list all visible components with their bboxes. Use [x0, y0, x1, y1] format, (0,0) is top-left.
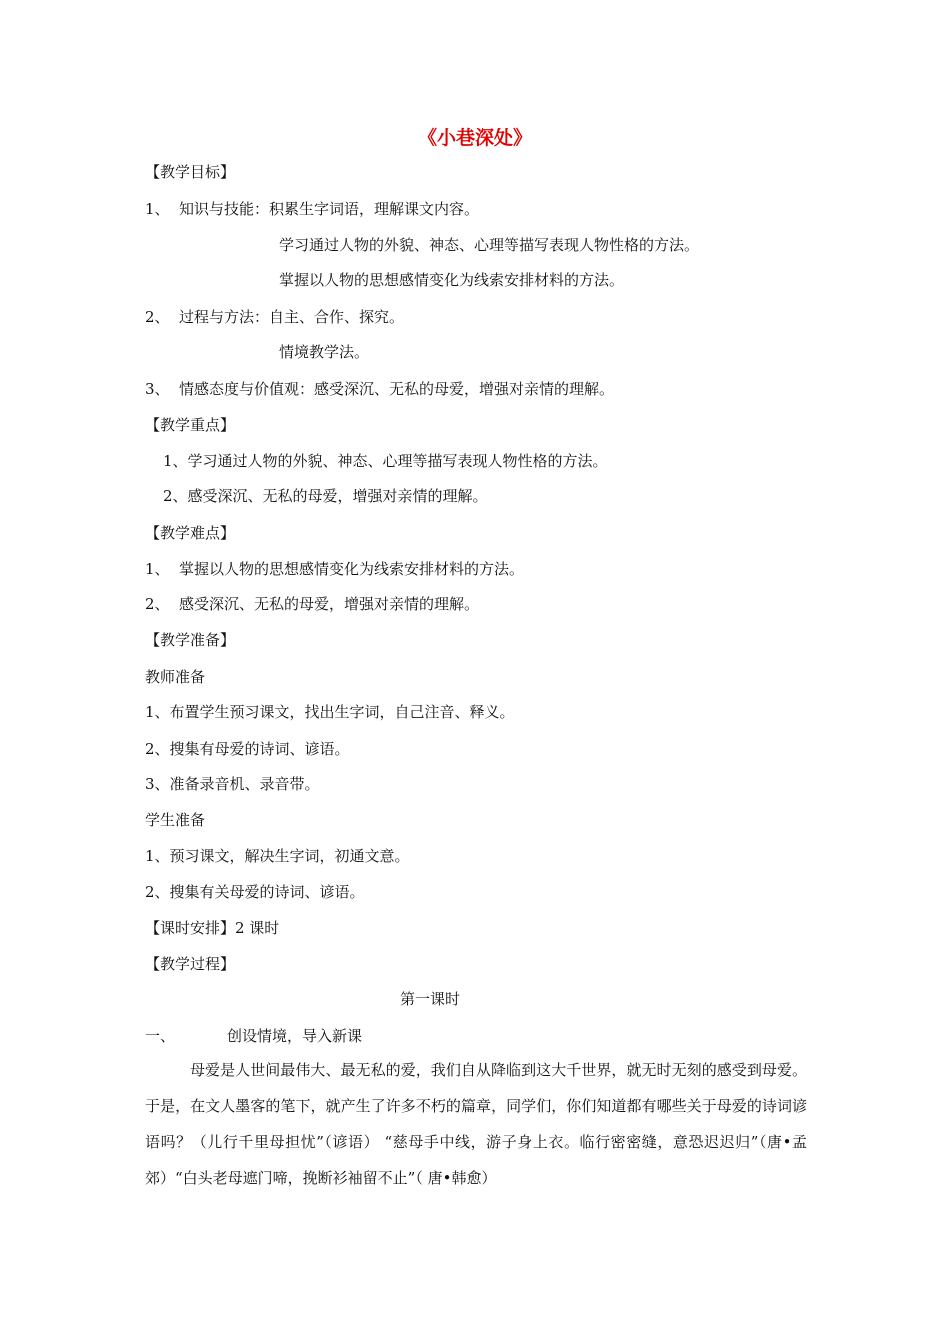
objective-3-num: 3、	[145, 380, 170, 398]
objective-1c: 掌握以人物的思想感情变化为线索安排材料的方法。	[279, 271, 625, 289]
objective-2-num: 2、	[145, 308, 170, 326]
student-prep-item: 2、搜集有关母爱的诗词、谚语。	[145, 883, 365, 901]
objective-1-text: 知识与技能：积累生字词语，理解课文内容。	[179, 200, 480, 218]
section-objectives: 【教学目标】	[145, 163, 236, 181]
teacher-prep-heading: 教师准备	[145, 668, 206, 686]
objective-1b: 学习通过人物的外貌、神态、心理等描写表现人物性格的方法。	[279, 236, 700, 254]
teacher-prep-item: 1、布置学生预习课文，找出生字词，自己注音、释义。	[145, 703, 515, 721]
teacher-prep-item: 2、搜集有母爱的诗词、谚语。	[145, 740, 350, 758]
teacher-prep-item: 3、准备录音机、录音带。	[145, 775, 320, 793]
difficulty-2	[145, 595, 479, 613]
student-prep-item: 1、预习课文，解决生字词，初通文意。	[145, 847, 410, 865]
difficulty-2-num: 2、	[145, 595, 170, 613]
objective-2-text: 过程与方法：自主、合作、探究。	[179, 308, 405, 326]
objective-2	[145, 308, 404, 326]
document-title: 《小巷深处》	[417, 127, 532, 149]
objective-1	[145, 200, 479, 218]
objective-2b: 情境教学法。	[279, 343, 370, 361]
lesson-heading: 第一课时	[399, 990, 460, 1008]
section-key-points: 【教学重点】	[145, 416, 236, 434]
difficulty-1-num: 1、	[145, 560, 170, 578]
difficulty-1	[145, 560, 524, 578]
lesson-step-title: 创设情境，导入新课	[227, 1027, 363, 1045]
difficulty-2-text: 感受深沉、无私的母爱，增强对亲情的理解。	[179, 595, 480, 613]
lesson-step-num: 一、	[145, 1027, 176, 1045]
key-point-1: 1、学习通过人物的外貌、神态、心理等描写表现人物性格的方法。	[163, 452, 608, 470]
objective-3	[145, 380, 614, 398]
key-point-2: 2、感受深沉、无私的母爱，增强对亲情的理解。	[163, 487, 488, 505]
section-schedule: 【课时安排】2 课时	[145, 919, 280, 937]
section-process: 【教学过程】	[145, 955, 236, 973]
section-preparation: 【教学准备】	[145, 631, 236, 649]
objective-1-num: 1、	[145, 200, 170, 218]
section-difficulties: 【教学难点】	[145, 524, 236, 542]
lesson-paragraph: 母爱是人世间最伟大、最无私的爱，我们自从降临到这大千世界，就无时无刻的感受到母爱。于是，在文人墨客的笔下，就产生了许多不朽的篇章，同学们，你们知道都有哪些关于母爱的诗词谚语吗？（儿行千里母担忧”（谚语） “慈母手中线，游子身上衣。临行密密缝，意恐迟迟归”（唐•孟郊）“白头老母遮门啼，挽断衫袖留不止”（ 唐•韩愈）	[145, 1061, 807, 1187]
lesson-step	[145, 1027, 362, 1045]
difficulty-1-text: 掌握以人物的思想感情变化为线索安排材料的方法。	[179, 560, 525, 578]
student-prep-heading: 学生准备	[145, 811, 206, 829]
objective-3-text: 情感态度与价值观：感受深沉、无私的母爱，增强对亲情的理解。	[179, 380, 615, 398]
